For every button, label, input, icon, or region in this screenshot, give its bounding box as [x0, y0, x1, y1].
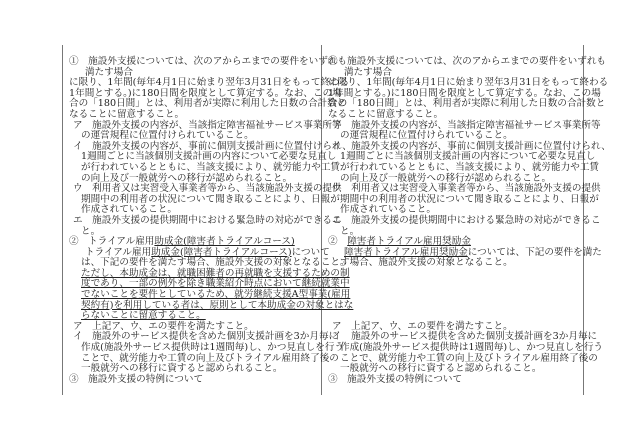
- text-segment: ア 施設外支援の内容が、当該指定障害福祉サービス事業所等: [73, 119, 342, 131]
- left-column-current-text: [62, 45, 354, 395]
- text-segment: ② トライアル雇用: [69, 236, 155, 248]
- text-segment: が行われているとともに、当該支援により、就労能力や工賃: [340, 161, 600, 173]
- blank-line: [322, 269, 583, 280]
- underlined-revision-text: 度であり、一部の例外を除き職業紹介時点において継続就業中: [81, 278, 350, 290]
- underlined-revision-text: 障害者トライアル雇用奨励金: [344, 246, 468, 258]
- text-segment: については、下記の要件を満た: [467, 246, 602, 258]
- text-segment: イ 施設外のサービス提供を含めた個別支援計画を3か月毎に: [73, 331, 339, 343]
- text-segment: 1年間とする。)に180日間を限度として算定する。なお、この場: [69, 87, 342, 99]
- text-segment: に限り、1年間(毎年4月1日に始まり翌年3月31日をもって終わる: [69, 77, 350, 89]
- text-segment: 合の「180日間」とは、利用者が実際に利用した日数の合計数と: [328, 98, 606, 110]
- text-segment: 満たす場合: [344, 66, 392, 78]
- text-segment: 満たす場合: [85, 66, 133, 78]
- text-segment: 一般就労への移行に資すると認められること。: [81, 363, 283, 375]
- text-line: [322, 258, 583, 269]
- text-segment: の運営規程に位置付けられていること。: [340, 130, 513, 142]
- text-segment: ア 上記ア、ウ、エの要件を満たすこと。: [73, 320, 254, 332]
- text-segment: 作成(施設外サービス提供時は1週間毎)し、かつ見直しを行う: [81, 342, 345, 354]
- text-segment: と。: [81, 225, 101, 237]
- text-segment: は、下記の要件を満たす場合、施設外支援の対象となること。: [81, 257, 350, 269]
- underlined-revision-text: 契約有)を利用している者は、原則として本助成金の対象とはな: [81, 299, 354, 311]
- text-segment: 期間中の利用者の状況について聞き取ることにより、日報が: [340, 193, 599, 205]
- text-segment: 作成されていること。: [340, 204, 436, 216]
- underlined-revision-text: 助成金(障害者トライアルコース): [151, 246, 292, 258]
- text-line: [63, 214, 342, 227]
- text-segment: の向上及び一般就労への移行が認められること。: [81, 172, 293, 184]
- text-segment: エ 施設外支援の提供期間中における緊急時の対応ができるこ: [332, 214, 601, 226]
- text-segment: 1週間ごとに当該個別支援計画の内容について必要な見直し: [81, 151, 337, 163]
- text-segment: 作成されていること。: [81, 204, 177, 216]
- text-segment: 期間中の利用者の状況について聞き取ることにより、日報が: [81, 193, 340, 205]
- text-segment: 1週間ごとに当該個別支援計画の内容について必要な見直し: [340, 151, 596, 163]
- text-segment: ③ 施設外支援の特例について: [328, 373, 463, 385]
- text-segment: 一般就労への移行に資すると認められること。: [340, 363, 542, 375]
- text-line: [322, 214, 601, 227]
- blank-line: [322, 279, 583, 290]
- text-segment: ③ 施設外支援の特例について: [69, 373, 204, 385]
- text-segment: エ 施設外支援の提供期間中における緊急時の対応ができるこ: [73, 214, 342, 226]
- text-segment: イ 施設外支援の内容が、事前に個別支援計画に位置付けられ、: [332, 140, 611, 152]
- text-segment: ②: [328, 236, 348, 248]
- blank-line: [322, 301, 583, 312]
- text-segment: なることに留意すること。: [69, 108, 185, 120]
- text-segment: について: [291, 246, 330, 258]
- text-segment: の向上及び一般就労への移行が認められること。: [340, 172, 552, 184]
- text-segment: ① 施設外支援については、次のアからエまでの要件をいずれも: [69, 56, 348, 67]
- text-segment: 1年間とする。)に180日間を限度として算定する。なお、この場: [328, 87, 601, 99]
- text-segment: が行われているとともに、当該支援により、就労能力や工賃: [81, 161, 341, 173]
- text-line: [63, 375, 321, 386]
- text-segment: ア 上記ア、ウ、エの要件を満たすこと。: [332, 320, 513, 332]
- text-segment: ① 施設外支援については、次のアからエまでの要件をいずれも: [328, 56, 607, 67]
- text-segment: ことで、就労能力や工賃の向上及びトライアル雇用終了後の: [340, 352, 598, 364]
- right-column-revised-text: [322, 45, 611, 395]
- text-segment: ア 施設外支援の内容が、当該指定障害福祉サービス事業所等: [332, 119, 601, 131]
- text-segment: に限り、1年間(毎年4月1日に始まり翌年3月31日をもって終わる: [328, 77, 609, 89]
- text-segment: す場合、施設外支援の対象となること。: [340, 257, 513, 269]
- text-segment: ウ 利用者又は実習受入事業者等から、当該施設外支援の提供: [73, 183, 342, 195]
- underlined-revision-text: でないことを要件としているため、就労継続支援A型事業(雇用: [81, 289, 351, 301]
- text-segment: 合の「180日間」とは、利用者が実際に利用した日数の合計数と: [69, 98, 347, 110]
- text-segment: トライアル雇用: [85, 246, 152, 258]
- text-segment: の運営規程に位置付けられていること。: [81, 130, 254, 142]
- text-line: [322, 375, 583, 386]
- underlined-revision-text: 助成金(障害者トライアルコース): [154, 236, 295, 248]
- text-segment: イ 施設外のサービス提供を含めた個別支援計画を3か月毎に: [332, 331, 598, 343]
- text-segment: ウ 利用者又は実習受入事業者等から、当該施設外支援の提供: [332, 183, 601, 195]
- blank-line: [322, 290, 583, 301]
- underlined-revision-text: ただし、本助成金は、就職困難者の再就職を支援するための制: [81, 267, 350, 279]
- text-segment: と。: [340, 225, 360, 237]
- text-segment: ことで、就労能力や工賃の向上及びトライアル雇用終了後の: [81, 352, 339, 364]
- text-segment: なることに留意すること。: [328, 108, 444, 120]
- underlined-revision-text: らないことに留意すること。: [81, 310, 206, 322]
- underlined-revision-text: 障害者トライアル雇用奨励金: [347, 236, 471, 248]
- text-segment: イ 施設外支援の内容が、事前に個別支援計画に位置付けられ、: [73, 140, 352, 152]
- text-segment: 作成(施設外サービス提供時は1週間毎)し、かつ見直しを行う: [340, 342, 604, 354]
